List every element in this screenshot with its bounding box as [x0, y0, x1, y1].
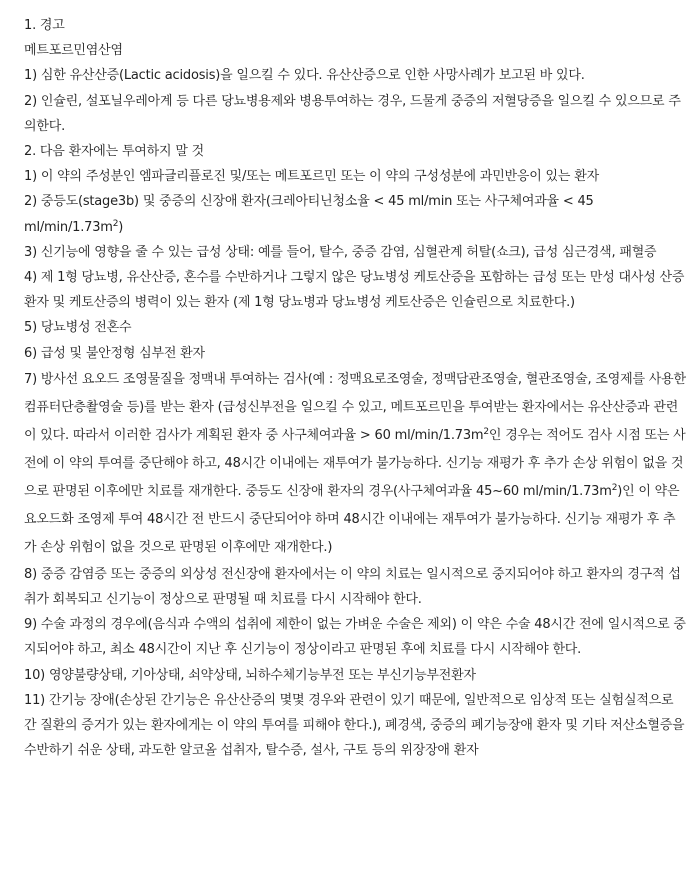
contraindication-item-7-part-c: )인 이 약은 요오드화 조영제 투여 48시간 전 반드시 중단되어야 하며 48시간 이내에는 재투여가 불가능하다. 신기능 재평가 후 추가 손상 위험이 없을 것으로 판명된 이후에만 재개한다.)	[24, 483, 680, 555]
contraindication-item-4: 4) 제 1형 당뇨병, 유산산증, 혼수를 수반하거나 그렇지 않은 당뇨병성 케토산증을 포함하는 급성 또는 만성 대사성 산증 환자 및 케토산증의 병력이 있는 환자 (제 1형 당뇨병과 당뇨병성 케토산증은 인슐린으로 치료한다.)	[24, 270, 685, 311]
contraindication-item-8: 8) 중증 감염증 또는 중증의 외상성 전신장애 환자에서는 이 약의 치료는 일시적으로 중지되어야 하고 환자의 경구적 섭취가 회복되고 신기능이 정상으로 판명될 때 치료를 다시 시작해야 한다.	[24, 566, 681, 608]
contraindication-item-3: 3) 신기능에 영향을 줄 수 있는 급성 상태: 예를 들어, 탈수, 중증 감염, 심혈관계 허탈(쇼크), 급성 심근경색, 패혈증	[24, 244, 657, 260]
contraindication-item-7	[24, 366, 686, 562]
document-body	[24, 13, 686, 763]
drug-name: 메트포르민염산염	[24, 43, 123, 59]
contraindication-item-6: 6) 급성 및 불안정형 심부전 환자	[24, 345, 205, 361]
contraindication-item-2-text: 2) 중등도(stage3b) 및 중증의 신장애 환자(크레아티닌청소율 < 45 ml/min 또는 사구체여과율 < 45 ml/min/1.73m	[24, 194, 594, 235]
section-heading-contraindications: 2. 다음 환자에는 투여하지 말 것	[24, 144, 204, 160]
superscript: 2	[483, 426, 489, 437]
contraindication-item-9: 9) 수술 과정의 경우에(음식과 수액의 섭취에 제한이 없는 가벼운 수술은 제외) 이 약은 수술 48시간 전에 일시적으로 중지되어야 하고, 최소 48시간이 지난 후 신기능이 정상이라고 판명된 후에 치료를 다시 시작해야 한다.	[24, 617, 686, 658]
contraindication-item-2	[24, 189, 686, 239]
contraindication-item-11: 11) 간기능 장애(손상된 간기능은 유산산증의 몇몇 경우와 관련이 있기 때문에, 일반적으로 임상적 또는 실험실적으로 간 질환의 증거가 있는 환자에게는 이 약의 투여를 피해야 한다.), 폐경색, 중증의 폐기능장애 환자 및 기타 저산소혈증을 수반하기 쉬운 상태, 과도한 알코올 섭취자, 탈수증, 설사, 구토 등의 위장장애 환자	[24, 692, 685, 759]
contraindication-item-5: 5) 당뇨병성 전혼수	[24, 320, 132, 336]
superscript: 2	[611, 482, 618, 493]
contraindication-item-1: 1) 이 약의 주성분인 엠파글리플로진 및/또는 메트포르민 또는 이 약의 구성성분에 과민반응이 있는 환자	[24, 169, 599, 185]
section-heading-warning: 1. 경고	[24, 18, 65, 33]
superscript: 2	[112, 218, 119, 229]
contraindication-item-2-tail: )	[118, 219, 124, 235]
warning-item-1: 1) 심한 유산산증(Lactic acidosis)을 일으킬 수 있다. 유산산증으로 인한 사망사례가 보고된 바 있다.	[24, 68, 585, 84]
warning-item-2: 2) 인슐린, 설포닐우레아계 등 다른 당뇨병용제와 병용투여하는 경우, 드물게 중증의 저혈당증을 일으킬 수 있으므로 주의한다.	[24, 93, 681, 134]
contraindication-item-7-part-b: 인 경우는 적어도 검사 시점 또는 사전에 이 약의 투여를 중단해야 하고, 48시간 이내에는 재투여가 불가능하다. 신기능 재평가 후 추가 손상 위험이 없을 것으로 판명된 이후에만 치료를 재개한다. 중등도 신장애 환자의 경우(사구체여과율 45~60 ml/min/1.73m	[24, 427, 686, 499]
contraindication-item-10: 10) 영양불량상태, 기아상태, 쇠약상태, 뇌하수체기능부전 또는 부신기능부전환자	[24, 667, 476, 683]
contraindication-item-7-part-a: 7) 방사선 요오드 조영물질을 정맥내 투여하는 검사(예 : 정맥요로조영술, 정맥담관조영술, 혈관조영술, 조영제를 사용한 컴퓨터단층촬영술 등)를 받는 환자 (급성신부전을 일으킬 수 있고, 메트포르민을 투여받는 환자에서는 유산산증과 관련이 있다. 따라서 이러한 검사가 계획된 환자 중 사구체여과율 > 60 ml/min/1.73m	[24, 371, 686, 443]
